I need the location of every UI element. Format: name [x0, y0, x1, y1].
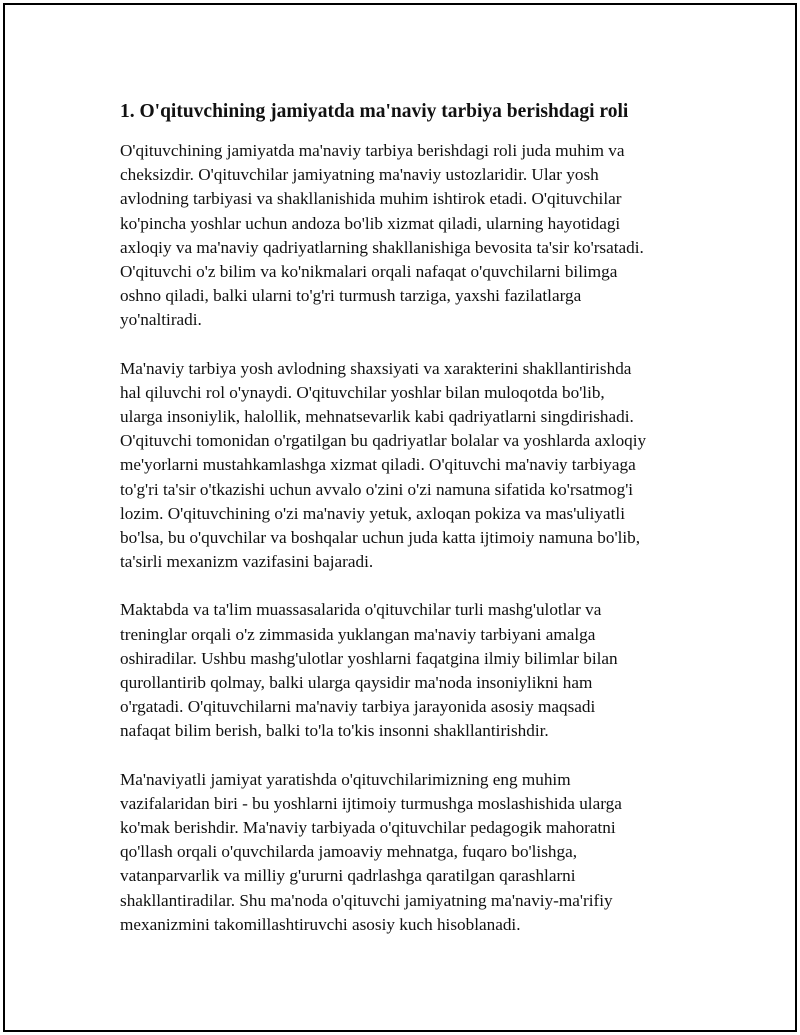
text-line: treninglar orqali o'z zimmasida yuklangan ma'naviy tarbiyani amalga	[120, 624, 596, 644]
text-line: hal qiluvchi rol o'ynaydi. O'qituvchilar yoshlar bilan muloqotda bo'lib,	[120, 382, 605, 402]
text-line: lozim. O'qituvchining o'zi ma'naviy yetuk, axloqan pokiza va mas'uliyatli	[120, 503, 625, 523]
text-line: vazifalaridan biri - bu yoshlarni ijtimoiy turmushga moslashishida ularga	[120, 793, 622, 813]
text-line: vatanparvarlik va milliy g'ururni qadrlashga qaratilgan qarashlarni	[120, 866, 576, 886]
text-line: bo'lsa, bu o'quvchilar va boshqalar uchun juda katta ijtimoiy namuna bo'lib,	[120, 528, 641, 548]
paragraph-1	[120, 139, 700, 333]
text-line: Ma'naviyatli jamiyat yaratishda o'qituvchilarimizning eng muhim	[120, 769, 571, 789]
text-line: mexanizmini takomillashtiruvchi asosiy kuch hisoblanadi.	[120, 914, 521, 934]
text-line: to'g'ri ta'sir o'tkazishi uchun avvalo o'zini o'zi namuna sifatida ko'rsatmog'i	[120, 479, 634, 499]
text-line: qurollantirib qolmay, balki ularga qaysidir ma'noda insoniylikni ham	[120, 673, 593, 693]
text-line: oshno qiladi, balki ularni to'g'ri turmush tarziga, yaxshi fazilatlarga	[120, 286, 582, 306]
text-line: Ma'naviy tarbiya yosh avlodning shaxsiyati va xarakterini shakllantirishda	[120, 358, 632, 378]
text-line: qo'llash orqali o'quvchilarda jamoaviy mehnatga, fuqaro bo'lishga,	[120, 842, 577, 862]
text-line: O'qituvchining jamiyatda ma'naviy tarbiya berishdagi roli juda muhim va	[120, 141, 625, 160]
document-body	[120, 97, 700, 937]
text-line: avlodning tarbiyasi va shakllanishida muhim ishtirok etadi. O'qituvchilar	[120, 189, 622, 209]
text-line: ko'pincha yoshlar uchun andoza bo'lib xizmat qiladi, ularning hayotidagi	[120, 213, 621, 233]
section-heading: 1. O'qituvchining jamiyatda ma'naviy tarbiya berishdagi roli	[120, 101, 629, 122]
paragraph-3	[120, 598, 700, 743]
text-line: oshiradilar. Ushbu mashg'ulotlar yoshlarni faqatgina ilmiy bilimlar bilan	[120, 648, 618, 668]
text-line: ta'sirli mexanizm vazifasini bajaradi.	[120, 552, 374, 572]
paragraph-2	[120, 357, 700, 575]
text-line: ularga insoniylik, halollik, mehnatsevarlik kabi qadriyatlarni singdirishadi.	[120, 407, 634, 427]
document-page	[3, 3, 797, 1032]
text-line: me'yorlarni mustahkamlashga xizmat qiladi. O'qituvchi ma'naviy tarbiyaga	[120, 455, 636, 475]
text-line: o'rgatadi. O'qituvchilarni ma'naviy tarbiya jarayonida asosiy maqsadi	[120, 697, 596, 717]
text-line: Maktabda va ta'lim muassasalarida o'qituvchilar turli mashg'ulotlar va	[120, 600, 602, 620]
text-line: O'qituvchi o'z bilim va ko'nikmalari orqali nafaqat o'quvchilarni bilimga	[120, 262, 618, 282]
text-line: O'qituvchi tomonidan o'rgatilgan bu qadriyatlar bolalar va yoshlarda axloqiy	[120, 431, 647, 451]
text-line: shakllantiradilar. Shu ma'noda o'qituvchi jamiyatning ma'naviy-ma'rifiy	[120, 890, 613, 910]
text-line: nafaqat bilim berish, balki to'la to'kis insonni shakllantirishdir.	[120, 721, 549, 741]
text-line: axloqiy va ma'naviy qadriyatlarning shakllanishiga bevosita ta'sir ko'rsatadi.	[120, 237, 644, 257]
text-line: ko'mak berishdir. Ma'naviy tarbiyada o'qituvchilar pedagogik mahoratni	[120, 818, 616, 838]
paragraph-4	[120, 768, 700, 937]
text-line: cheksizdir. O'qituvchilar jamiyatning ma'naviy ustozlaridir. Ular yosh	[120, 165, 599, 185]
text-line: yo'naltiradi.	[120, 310, 202, 330]
